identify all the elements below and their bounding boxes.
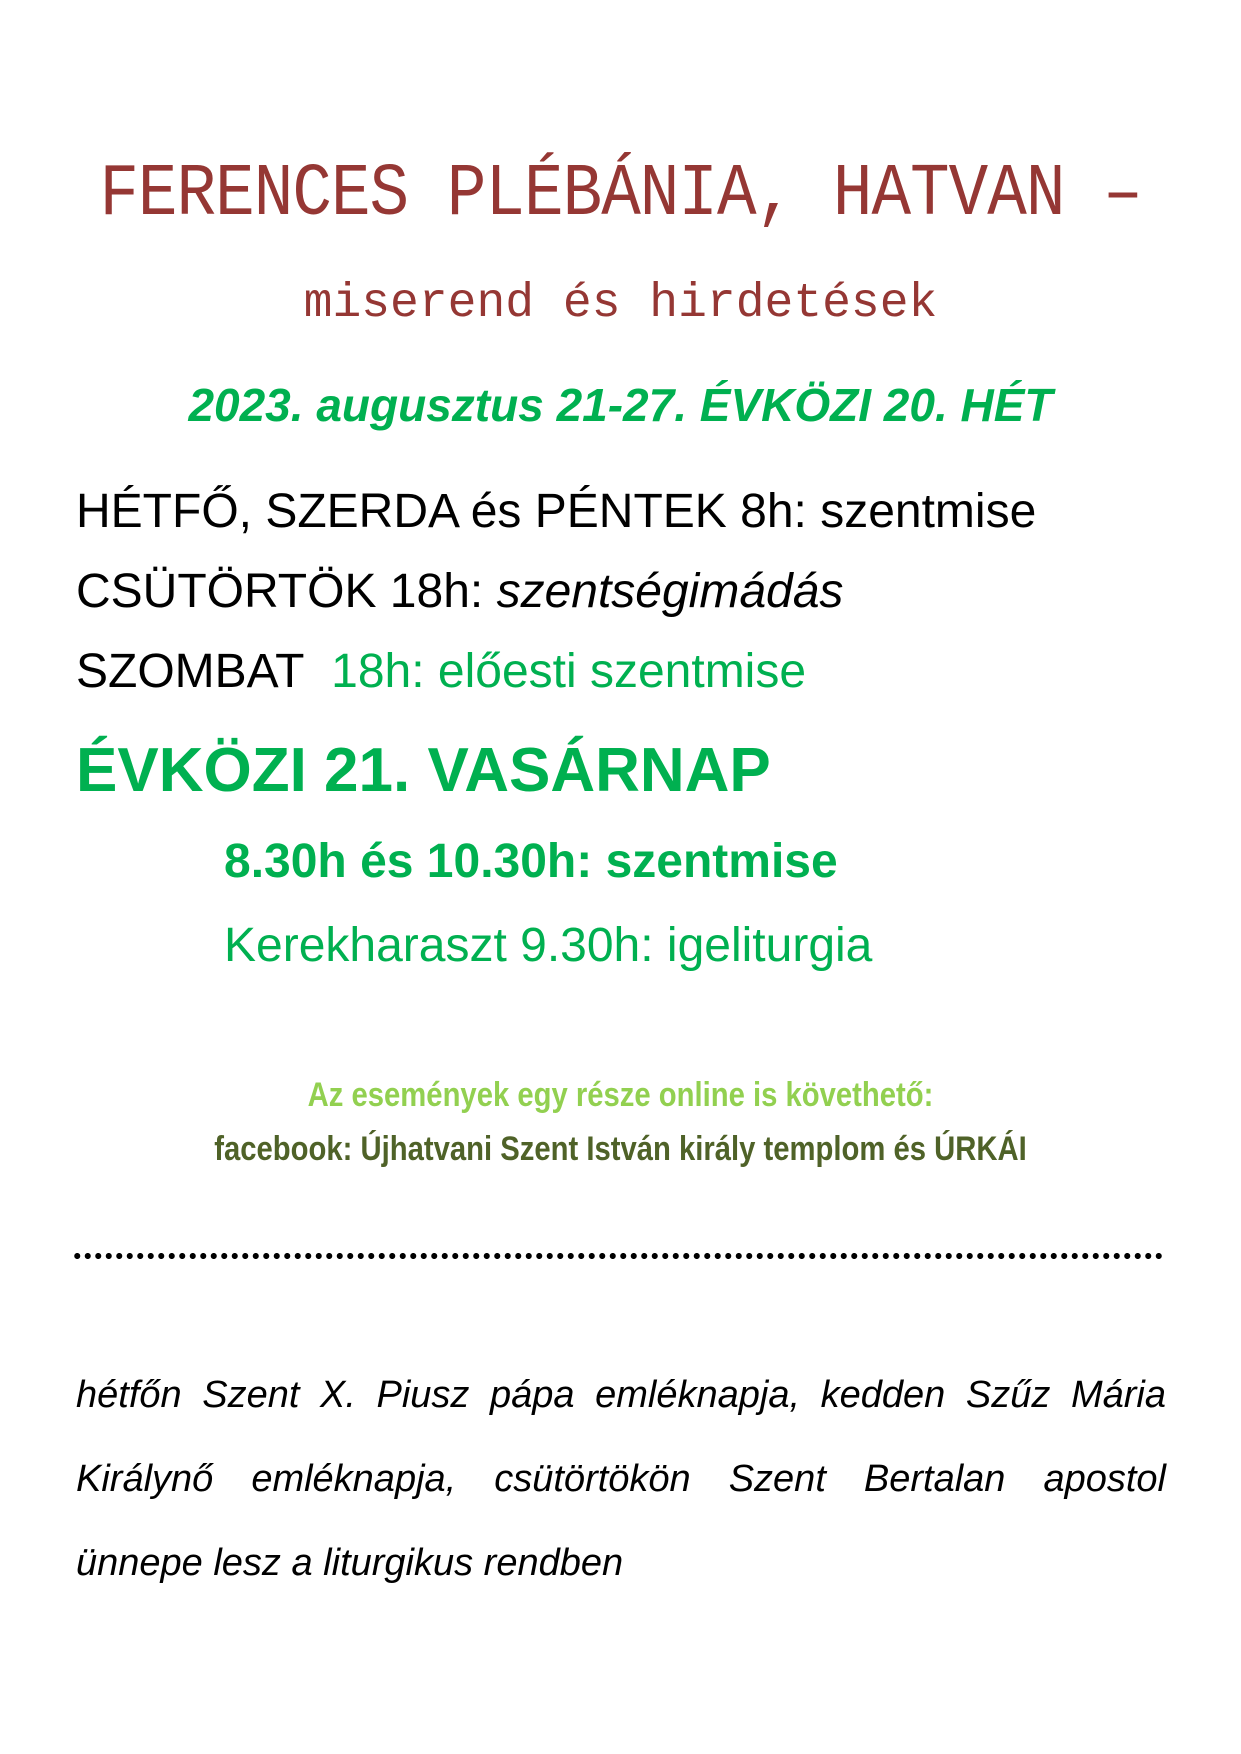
schedule-saturday-event: 18h: előesti szentmise: [331, 645, 807, 698]
schedule-thursday-day: CSÜTÖRTÖK 18h:: [76, 565, 497, 618]
online-intro: Az események egy része online is követhető:: [307, 1076, 934, 1114]
schedule-thursday-line: [76, 565, 844, 618]
sunday-mass-times: 8.30h és 10.30h: szentmise: [224, 835, 838, 888]
note-line-1: hétfőn Szent X. Piusz pápa emléknapja, kedden Szűz Mária: [76, 1374, 1166, 1416]
dotted-divider: [72, 1252, 1166, 1260]
page-title: FERENCES PLÉBÁNIA, HATVAN –: [99, 152, 1142, 237]
schedule-weekday-line: [76, 485, 1037, 538]
facebook-info: facebook: Újhatvani Szent István király templom és ÚRKÁI: [214, 1130, 1027, 1168]
week-heading: 2023. augusztus 21-27. ÉVKÖZI 20. HÉT: [188, 379, 1053, 431]
schedule-thursday-event: szentségimádás: [496, 565, 844, 618]
schedule-saturday-day: SZOMBAT: [76, 645, 305, 698]
kerekharaszt-liturgy: Kerekharaszt 9.30h: igeliturgia: [224, 919, 873, 972]
schedule-saturday-line: [76, 645, 807, 698]
page-subtitle: miserend és hirdetések: [303, 277, 938, 331]
note-line-3: ünnepe lesz a liturgikus rendben: [76, 1542, 624, 1584]
schedule-weekday-text: HÉTFŐ, SZERDA és PÉNTEK 8h: szentmise: [76, 485, 1037, 538]
note-line-2: Királynő emléknapja, csütörtökön Szent Bertalan apostol: [76, 1458, 1166, 1500]
sunday-heading: ÉVKÖZI 21. VASÁRNAP: [76, 736, 771, 805]
